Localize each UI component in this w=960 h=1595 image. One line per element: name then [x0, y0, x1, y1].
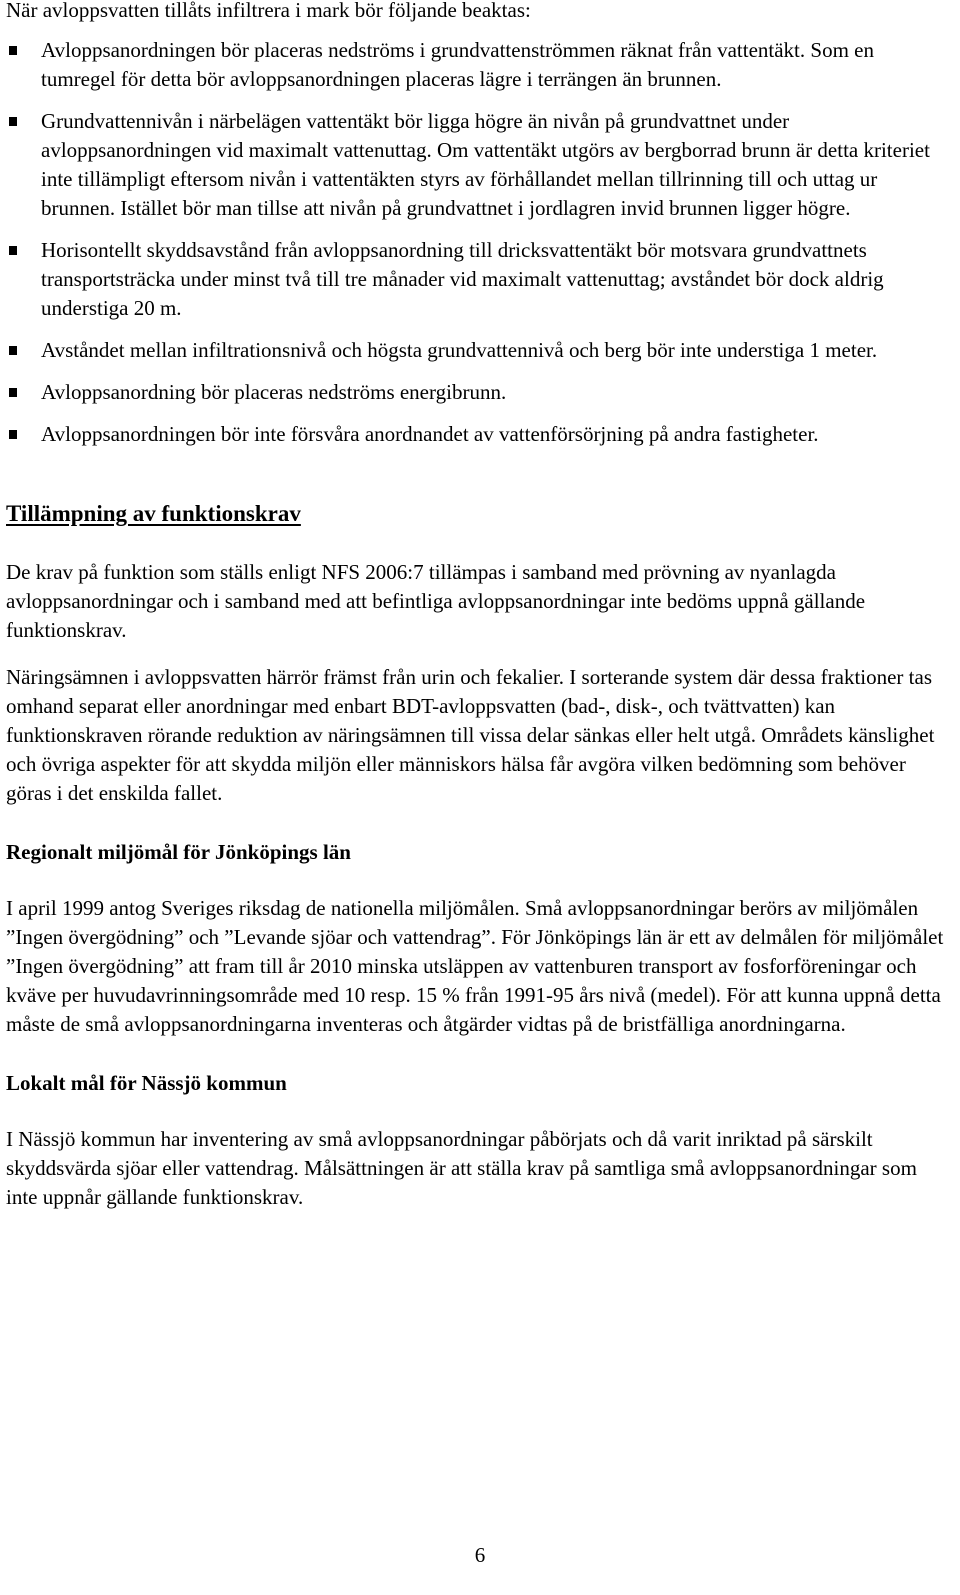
page-number: 6 [474, 1543, 486, 1567]
local-goal-heading: Lokalt mål för Nässjö kommun [6, 1071, 287, 1095]
list-item-text: Avloppsanordningen bör placeras nedströms i grundvattenströmmen räknat från vattentäkt. Som en tumregel för detta bör avloppsanordningen placeras lägre i terrängen än brunnen. [41, 38, 874, 91]
list-item [6, 236, 951, 323]
square-bullet-icon [9, 388, 17, 397]
regional-goal-paragraph: I april 1999 antog Sveriges riksdag de nationella miljömålen. Små avloppsanordningar berörs av miljömålen ”Ingen övergödning” och ”Levande sjöar och vattendrag”. För Jönköpings län är ett av delmålen för miljömålet ”Ingen övergödning” att fram till år 2010 minska utsläppen av vattenburen transport av fosforföreningar och kväve per huvudavrinningsområde med 10 resp. 15 % från 1991-95 års nivå (medel). För att kunna uppnå detta måste de små avloppsanordningarna inventeras och åtgärder vidtas på de bristfälliga anordningarna. [6, 896, 944, 1036]
list-item [6, 378, 951, 407]
intro-text: När avloppsvatten tillåts infiltrera i mark bör följande beaktas: [6, 0, 531, 22]
square-bullet-icon [9, 246, 17, 255]
requirements-list [6, 36, 951, 449]
square-bullet-icon [9, 430, 17, 439]
list-item-text: Avståndet mellan infiltrationsnivå och högsta grundvattennivå och berg bör inte understiga 1 meter. [41, 338, 878, 362]
section-paragraph: Näringsämnen i avloppsvatten härrör främst från urin och fekalier. I sorterande system där dessa fraktioner tas omhand separat eller anordningar med enbart BDT-avloppsvatten (bad-, disk-, och tvättvatten) kan funktionskraven rörande reduktion av näringsämnen till vissa delar sänkas eller helt utgå. Områdets känslighet och övriga aspekter för att skydda miljön eller människors hälsa får avgöra vilken bedömning som behöver göras i det enskilda fallet. [6, 665, 935, 805]
list-item-text: Horisontellt skyddsavstånd från avloppsanordning till dricksvattentäkt bör motsvara grundvattnets transportsträcka under minst två till tre månader vid maximalt vattenuttag; avståndet bör dock aldrig understiga 20 m. [41, 238, 884, 320]
list-item-text: Grundvattennivån i närbelägen vattentäkt bör ligga högre än nivån på grundvattnet under avloppsanordningen vid maximalt vattenuttag. Om vattentäkt utgörs av bergborrad brunn är detta kriteriet inte tillämpligt eftersom nivån i vattentäkten styrs av förhållandet mellan tillrinning till och uttag ur brunnen. Istället bör man tillse att nivån på grundvattnet i jordlagren invid brunnen ligger högre. [41, 109, 930, 220]
list-item [6, 420, 951, 449]
list-item [6, 336, 951, 365]
list-item-text: Avloppsanordning bör placeras nedströms energibrunn. [41, 380, 507, 404]
list-item-text: Avloppsanordningen bör inte försvåra anordnandet av vattenförsörjning på andra fastigheter. [41, 422, 819, 446]
square-bullet-icon [9, 117, 17, 126]
section-paragraph: De krav på funktion som ställs enligt NFS 2006:7 tillämpas i samband med prövning av nyanlagda avloppsanordningar och i samband med att befintliga avloppsanordningar inte bedöms uppnå gällande funktionskrav. [6, 560, 866, 642]
page-content [6, 0, 951, 1230]
section-heading: Tillämpning av funktionskrav [6, 501, 301, 526]
regional-goal-heading: Regionalt miljömål för Jönköpings län [6, 840, 351, 864]
square-bullet-icon [9, 346, 17, 355]
list-item [6, 36, 951, 94]
list-item [6, 107, 951, 223]
local-goal-paragraph: I Nässjö kommun har inventering av små avloppsanordningar påbörjats och då varit inriktad på särskilt skyddsvärda sjöar eller vattendrag. Målsättningen är att ställa krav på samtliga små avloppsanordningar som inte uppnår gällande funktionskrav. [6, 1127, 917, 1209]
square-bullet-icon [9, 46, 17, 55]
